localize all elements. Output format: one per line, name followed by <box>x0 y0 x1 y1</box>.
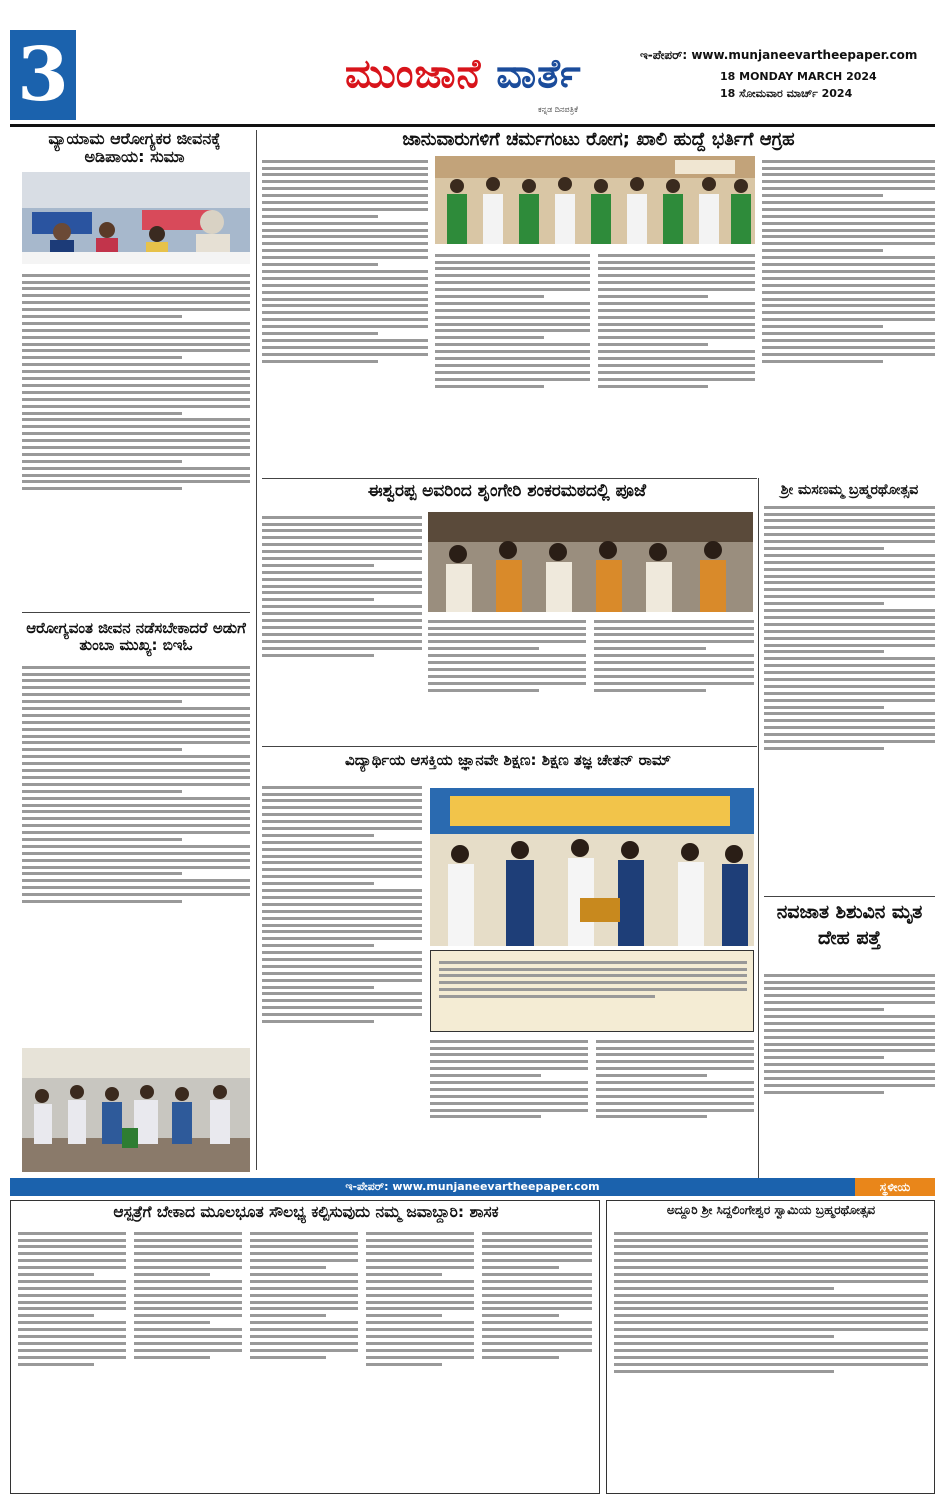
article-7-headline: ನವಜಾತ ಶಿಶುವಿನ ಮೃತ ದೇಹ ಪತ್ತೆ <box>776 901 923 949</box>
article-9-body <box>614 1228 928 1490</box>
article-2-col-3 <box>598 250 755 476</box>
section-label: ಸ್ಥಳೀಯ <box>855 1178 935 1196</box>
masthead-tagline: ಕನ್ನಡ ದಿನಪತ್ರಿಕೆ <box>538 105 579 114</box>
article-5-body <box>764 502 935 894</box>
article-8-col-1 <box>18 1228 126 1490</box>
epaper-link[interactable]: ಇ-ಪೇಪರ್: www.munjaneevartheepaper.com <box>640 48 918 62</box>
masthead-title <box>345 46 635 102</box>
article-3-headline: ಆರೋಗ್ಯವಂತ ಜೀವನ ನಡೆಸಬೇಕಾದರೆ ಅಡುಗೆ ತುಂಬಾ ಮುಖ್ಯ: ಬಿಇಓ <box>26 619 246 655</box>
article-4-col-3 <box>594 616 754 744</box>
masthead-rule <box>10 124 935 127</box>
masthead-title-a: ಮುಂಜಾನೆ <box>345 50 482 97</box>
article-6-photo <box>430 788 754 946</box>
article-8-col-2 <box>134 1228 242 1490</box>
article-3-body <box>22 662 250 1042</box>
article-3-photo <box>22 1048 250 1172</box>
article-7-body <box>764 970 935 1174</box>
section-bar-epaper[interactable]: ಇ-ಪೇಪರ್: www.munjaneevartheepaper.com <box>345 1180 600 1193</box>
quote-text <box>439 957 747 1027</box>
column-divider <box>758 478 759 1178</box>
divider <box>262 746 757 747</box>
article-8-col-5 <box>482 1228 592 1490</box>
article-8-col-4 <box>366 1228 474 1490</box>
article-6-col-1 <box>262 782 422 1174</box>
article-6-col-2 <box>430 1036 588 1174</box>
date-english: 18 MONDAY MARCH 2024 <box>720 70 877 83</box>
article-1-headline: ವ್ಯಾಯಾಮ ಆರೋಗ್ಯಕರ ಜೀವನಕ್ಕೆ ಅಡಿಪಾಯ: ಸುಮಾ <box>48 129 221 167</box>
article-9-headline: ಅದ್ದೂರಿ ಶ್ರೀ ಸಿದ್ದಲಿಂಗೇಶ್ವರ ಸ್ವಾಮಿಯ ಬ್ರಹ್ಮರಥೋತ್ಸವ <box>666 1203 876 1217</box>
article-8-col-3 <box>250 1228 358 1490</box>
article-4-photo <box>428 512 753 612</box>
divider <box>262 478 757 479</box>
article-5-headline: ಶ್ರೀ ಮಸಣಮ್ಮ ಬ್ರಹ್ಮರಥೋತ್ಸವ <box>780 482 919 498</box>
section-bar <box>10 1178 935 1196</box>
divider <box>22 612 250 613</box>
masthead-title-b: ವಾರ್ತೆ <box>496 50 582 97</box>
article-4-col-1 <box>262 512 422 744</box>
divider <box>764 896 935 897</box>
article-2-headline: ಜಾನುವಾರುಗಳಿಗೆ ಚರ್ಮಗಂಟು ರೋಗ; ಖಾಲಿ ಹುದ್ದೆ ಭರ್ತಿಗೆ ಆಗ್ರಹ <box>402 129 795 150</box>
article-1-photo <box>22 172 250 264</box>
article-2-photo <box>435 156 755 244</box>
article-6-col-3 <box>596 1036 754 1174</box>
article-4-col-2 <box>428 616 586 744</box>
article-2-col-4 <box>762 156 935 476</box>
date-kannada: 18 ಸೋಮವಾರ ಮಾರ್ಚ್ 2024 <box>720 87 853 100</box>
page-number: 3 <box>10 30 76 120</box>
column-divider <box>256 130 257 1170</box>
article-6-headline: ವಿದ್ಯಾರ್ಥಿಯ ಆಸಕ್ತಿಯ ಜ್ಞಾನವೇ ಶಿಕ್ಷಣ: ಶಿಕ್ಷಣ ತಜ್ಞ ಚೇತನ್ ರಾಮ್ <box>345 751 671 769</box>
article-8-headline: ಆಸ್ಪತ್ರೆಗೆ ಬೇಕಾದ ಮೂಲಭೂತ ಸೌಲಭ್ಯ ಕಲ್ಪಿಸುವುದು ನಮ್ಮ ಜವಾಬ್ದಾರಿ: ಶಾಸಕ <box>113 1203 499 1221</box>
article-2-col-1 <box>262 156 428 476</box>
article-1-body <box>22 270 250 610</box>
article-2-col-2 <box>435 250 590 476</box>
quote-box <box>430 950 754 1032</box>
article-4-headline: ಈಶ್ವರಪ್ಪ ಅವರಿಂದ ಶೃಂಗೇರಿ ಶಂಕರಮಠದಲ್ಲಿ ಪೂಜೆ <box>367 481 647 501</box>
